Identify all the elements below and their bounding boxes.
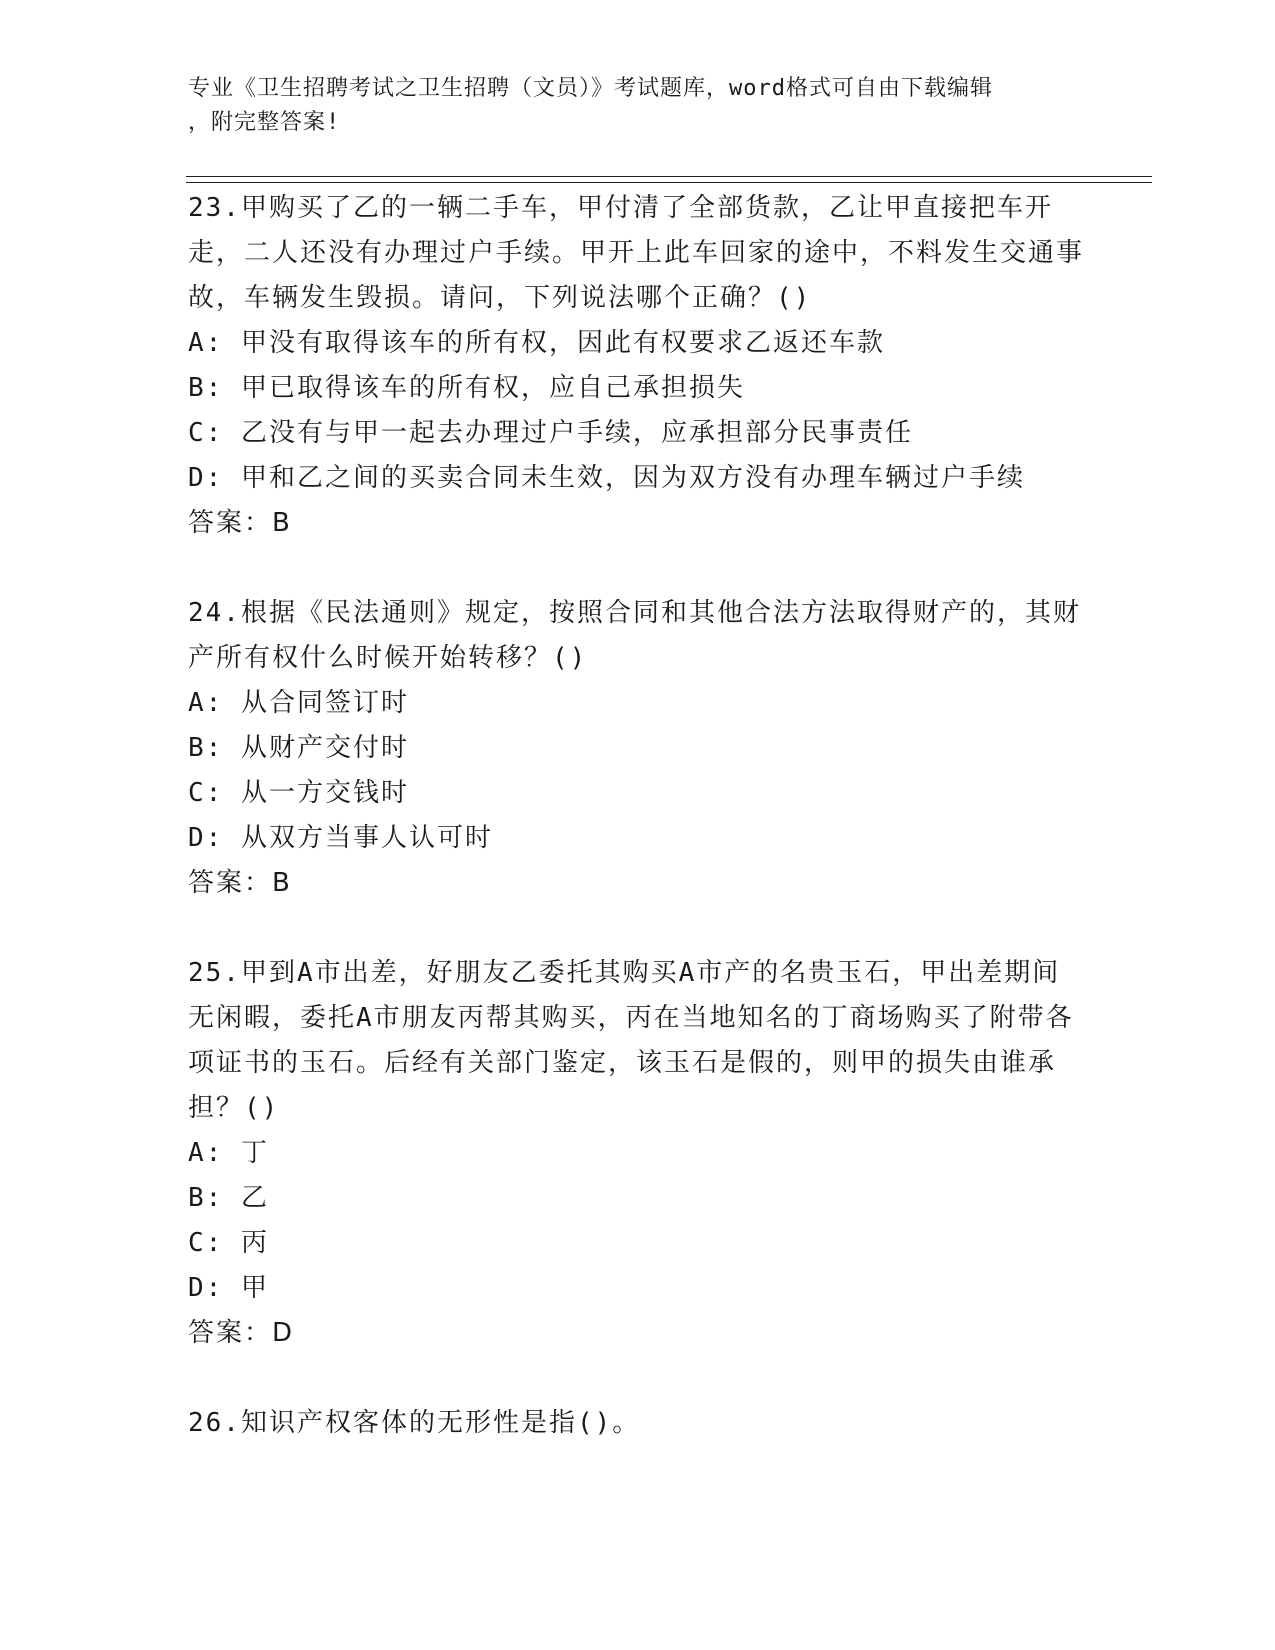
option-b: [188, 366, 1088, 411]
question-spacer: [188, 546, 1088, 591]
question-stem: 23.甲购买了乙的一辆二手车，甲付清了全部货款，乙让甲直接把车开走，二人还没有办理过户手续。甲开上此车回家的途中，不料发生交通事故，车辆发生毁损。请问，下列说法哪个正确？(): [188, 193, 1085, 313]
option-letter: B:: [188, 1183, 241, 1213]
option-letter: C:: [188, 1228, 241, 1258]
option-text: 甲没有取得该车的所有权，因此有权要求乙返还车款: [240, 328, 885, 358]
option-c: [188, 411, 1088, 456]
question-spacer: [188, 906, 1088, 951]
option-a: [188, 681, 1088, 726]
header-divider-bottom: [186, 182, 1152, 183]
question-25: [188, 951, 1088, 1356]
option-d: [188, 456, 1088, 501]
option-letter: B:: [188, 373, 241, 403]
option-letter: D:: [188, 1273, 241, 1303]
header-line-2: ，附完整答案!: [188, 110, 341, 135]
option-text: 甲已取得该车的所有权，应自己承担损失: [240, 373, 745, 403]
option-letter: D:: [188, 823, 241, 853]
document-header: [188, 72, 1068, 140]
option-letter: B:: [188, 733, 241, 763]
option-text: 丙: [240, 1228, 269, 1258]
option-text: 从财产交付时: [240, 733, 409, 763]
option-letter: A:: [188, 688, 241, 718]
option-d: [188, 816, 1088, 861]
option-a: [188, 1131, 1088, 1176]
option-text: 从一方交钱时: [240, 778, 409, 808]
header-line-1: 专业《卫生招聘考试之卫生招聘（文员）》考试题库，word格式可自由下载编辑: [188, 76, 993, 101]
option-text: 乙没有与甲一起去办理过户手续，应承担部分民事责任: [240, 418, 913, 448]
option-letter: D:: [188, 463, 241, 493]
option-text: 从双方当事人认可时: [240, 823, 493, 853]
question-26: [188, 1401, 1088, 1446]
question-stem: 26.知识产权客体的无形性是指()。: [188, 1408, 641, 1438]
answer-line: 答案：D: [188, 1318, 295, 1348]
option-c: [188, 771, 1088, 816]
option-text: 丁: [240, 1138, 269, 1168]
question-24: [188, 591, 1088, 906]
question-list: [188, 186, 1088, 1446]
option-c: [188, 1221, 1088, 1266]
option-letter: A:: [188, 328, 241, 358]
option-text: 乙: [240, 1183, 269, 1213]
option-a: [188, 321, 1088, 366]
option-letter: A:: [188, 1138, 241, 1168]
option-text: 甲和乙之间的买卖合同未生效，因为双方没有办理车辆过户手续: [240, 463, 1025, 493]
header-divider-top: [186, 176, 1152, 177]
option-text: 从合同签订时: [240, 688, 409, 718]
answer-line: 答案：B: [188, 868, 292, 898]
answer-line: 答案：B: [188, 508, 292, 538]
option-d: [188, 1266, 1088, 1311]
option-letter: C:: [188, 418, 241, 448]
option-b: [188, 1176, 1088, 1221]
question-spacer: [188, 1356, 1088, 1401]
option-text: 甲: [240, 1273, 269, 1303]
option-b: [188, 726, 1088, 771]
question-23: [188, 186, 1088, 546]
question-stem: 24.根据《民法通则》规定，按照合同和其他合法方法取得财产的，其财产所有权什么时候开始转移？(): [188, 598, 1081, 673]
question-stem: 25.甲到A市出差，好朋友乙委托其购买A市产的名贵玉石，甲出差期间无闲暇，委托A市朋友丙帮其购买，丙在当地知名的丁商场购买了附带各项证书的玉石。后经有关部门鉴定，该玉石是假的，则甲的损失由谁承担？(): [188, 958, 1074, 1123]
option-letter: C:: [188, 778, 241, 808]
